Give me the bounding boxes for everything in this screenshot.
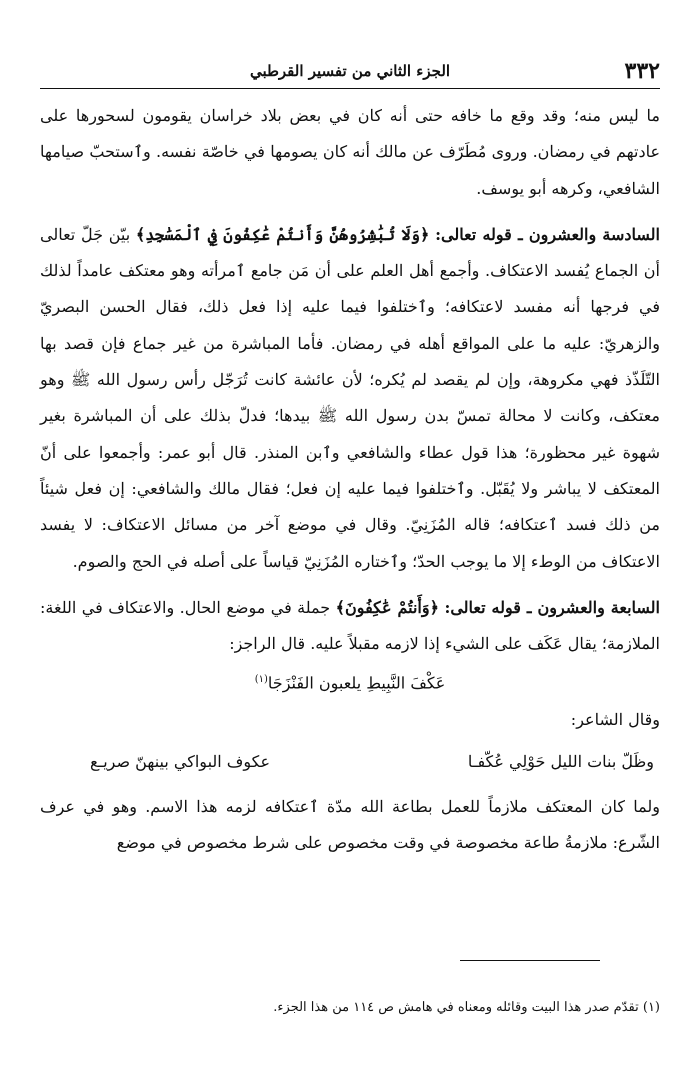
footnote-number: (١) [642,1000,660,1015]
footnote [40,1000,660,1015]
poet-intro: وقال الشاعر: [570,710,660,730]
poem-verse [40,744,660,780]
quran-quote: ﴿وَأَنتُمْ عَٰكِفُونَ﴾ [335,597,439,617]
paragraph-continuation: ما ليس منه؛ وقد وقع ما خافه حتى أنه كان في بعض بلاد خراسان يقومون لسحورها على عادتهم في رمضان. وروى مُطَرّف عن مالك أنه كان يصومها في خاصّة نفسه. وٱستحبّ صيامها الشافعي، وكرهه أبو يوسف. [40,106,660,198]
footnote-reference: (١) [254,674,268,686]
paragraph-definition: ولما كان المعتكف ملازماً للعمل بطاعة الله مدّة ٱعتكافه لزمه هذا الاسم. وهو في عرف الشّرع: ملازمةُ طاعة مخصوصة في وقت مخصوص على شرط مخصوص في موضع [40,796,660,852]
quran-quote: ﴿وَلَا تُبَٰشِرُوهُنَّ وَأَنتُمْ عَٰكِفُونَ فِي ٱلْمَسَٰجِدِ﴾ [135,224,430,244]
paragraph-issue-27 [40,590,660,663]
verse-first-hemistich: وظَلّ بنات الليل حَوْلِي عُكّفـا [467,752,654,772]
page-header [40,58,660,89]
page-number: ٣٣٢ [624,58,660,84]
running-title: الجزء الثاني من تفسير القرطبي [249,62,451,80]
footnote-divider [460,960,600,961]
issue-27-heading: السابعة والعشرون ـ قوله تعالى: [444,597,660,617]
main-text [40,98,660,861]
rajaz-verse [40,662,660,702]
footnote-text: تقدّم صدر هذا البيت وقائله ومعناه في هامش ص ١١٤ من هذا الجزء. [273,1000,639,1015]
issue-27-body: جملة في موضع الحال. والاعتكاف في اللغة: الملازمة؛ يقال عَكَف على الشيء إذا لازمه مقبلاً عليه. قال الراجز: [40,597,660,654]
rajaz-line: عَكْفَ النَّبِيطِ يلعبون الفَنْزَجَا [267,673,446,693]
verse-second-hemistich: عكوف البواكي بينهنّ صريـع [90,752,271,772]
issue-26-body: بيّن جَلّ تعالى أن الجماع يُفسد الاعتكاف. وأجمع أهل العلم على أن مَن جامع ٱمرأته وهو معتكف عامداً لذلك في فرجها أنه مفسد لاعتكافه؛ وٱختلفوا فيما عليه إذا فعل ذلك، فقال الحسن البصريّ والزهريّ: عليه ما على المواقع أهله في رمضان. فأما المباشرة من غير جماع فإن قصد بها التّلَذّذ فهي مكروهة، وإن لم يقصد لم يُكره؛ لأن عائشة كانت تُرَجّل رأس رسول الله ﷺ وهو معتكف، وكانت لا محالة تمسّ بدن رسول الله ﷺ بيدها؛ فدلّ بذلك على أن المباشرة بغير شهوة غير محظورة؛ هذا قول عطاء والشافعي وٱبن المنذر. قال أبو عمر: وأجمعوا على أنّ المعتكف لا يباشر ولا يُقَبّل. وٱختلفوا فيما عليه إن فعل؛ فقال مالك والشافعي: إن فعل شيئاً من ذلك فسد ٱعتكافه؛ قاله المُزَنِيّ. وقال في موضع آخر من مسائل الاعتكاف: لا يفسد الاعتكاف من الوطء إلا ما يوجب الحدّ؛ وٱختاره المُزَنِيّ قياساً على أصله في الحج والصوم. [40,224,660,571]
paragraph-issue-26 [40,217,660,580]
issue-26-heading: السادسة والعشرون ـ قوله تعالى: [435,224,660,244]
